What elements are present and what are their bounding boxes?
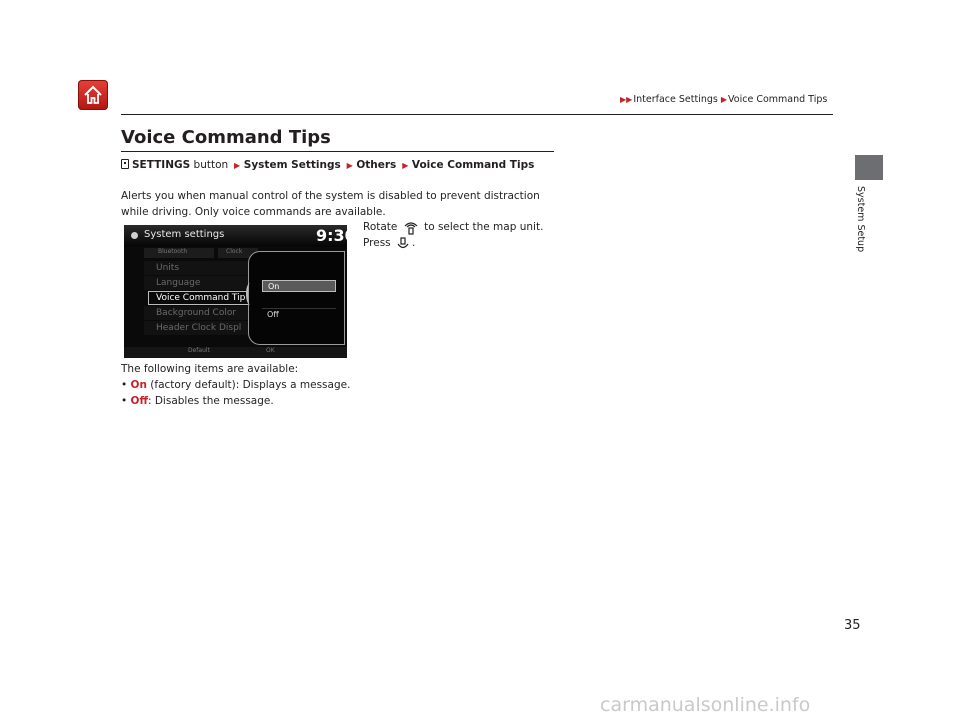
page-title: Voice Command Tips	[121, 127, 331, 148]
rotate-text: to select the map unit.	[424, 221, 544, 233]
section-tab-label: System Setup	[855, 186, 866, 253]
settings-icon	[131, 232, 138, 239]
menu-path	[121, 158, 534, 171]
path-arrow-icon: ▶	[231, 161, 243, 170]
home-menu-icon	[121, 159, 129, 169]
path-step: Voice Command Tips	[411, 159, 535, 171]
breadcrumb-current: Voice Command Tips	[728, 94, 828, 105]
screen-knob-arc	[246, 283, 254, 305]
screen-footer-default: Default	[188, 347, 210, 354]
item-text: : Disables the message.	[147, 395, 274, 407]
items-intro: The following items are available:	[121, 363, 299, 375]
item-text: (factory default): Displays a message.	[146, 379, 351, 391]
path-arrow-icon: ▶	[399, 161, 411, 170]
breadcrumb-arrow-icon: ▶▶	[620, 95, 633, 104]
path-start: SETTINGS	[132, 159, 191, 171]
description: Alerts you when manual control of the system is disabled to prevent distraction while driving. Only voice commands are available.	[121, 190, 540, 218]
screen-menu-item: Background Color	[144, 306, 262, 320]
screen-option-popup	[248, 251, 345, 345]
path-step: Others	[356, 159, 397, 171]
header-divider	[121, 114, 833, 115]
path-start-suffix: button	[190, 159, 229, 171]
screen-tab: Clock	[218, 248, 258, 258]
watermark: carmanualsonline.info	[600, 694, 811, 716]
list-item	[121, 379, 350, 391]
screen-menu-item: Language	[144, 276, 262, 290]
home-icon	[82, 84, 104, 106]
rotate-instruction	[363, 221, 543, 235]
breadcrumb-link-interface-settings[interactable]: Interface Settings	[633, 94, 718, 105]
press-text: .	[411, 237, 416, 249]
home-button[interactable]	[78, 80, 108, 110]
screen-footer	[124, 347, 347, 358]
item-term: Off	[130, 395, 148, 407]
screen-clock: 9:30	[316, 226, 356, 245]
path-step: System Settings	[243, 159, 341, 171]
bullet-icon: •	[121, 395, 131, 407]
page-number: 35	[844, 618, 861, 633]
section-tab[interactable]	[854, 186, 868, 266]
screen-menu-item-selected: Voice Command Tip	[148, 291, 262, 305]
device-screenshot	[124, 225, 356, 358]
rotate-label: Rotate	[363, 221, 398, 233]
screen-tab: Bluetooth	[144, 248, 214, 258]
press-knob-icon	[396, 237, 410, 251]
screen-option-on: On	[262, 280, 336, 292]
press-instruction	[363, 237, 415, 251]
screen-title: System settings	[144, 229, 225, 240]
breadcrumb-arrow-icon: ▶	[720, 95, 728, 104]
screen-menu-item: Header Clock Displ	[144, 321, 262, 335]
rotate-knob-icon	[403, 221, 419, 235]
breadcrumb	[620, 94, 827, 105]
path-arrow-icon: ▶	[344, 161, 356, 170]
bullet-icon: •	[121, 379, 131, 391]
screen-menu-list	[144, 261, 262, 336]
section-tab-marker	[855, 155, 883, 180]
screen-footer-ok: OK	[266, 347, 275, 354]
item-term: On	[130, 379, 147, 391]
title-divider	[121, 151, 554, 152]
screen-option-off: Off	[262, 308, 336, 320]
screen-menu-item: Units	[144, 261, 262, 275]
press-label: Press	[363, 237, 391, 249]
list-item	[121, 395, 274, 407]
